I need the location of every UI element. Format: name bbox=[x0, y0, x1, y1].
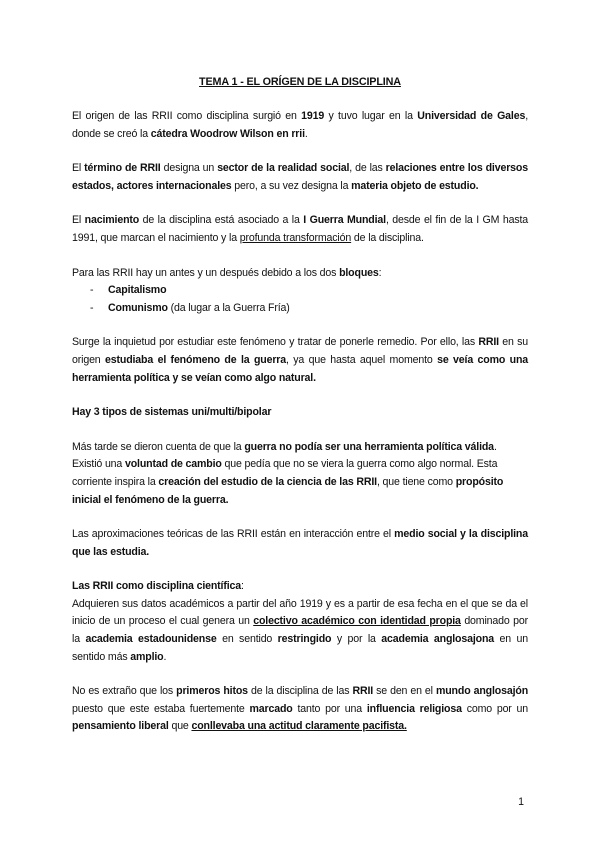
bold-text: primeros hitos bbox=[176, 685, 248, 698]
text: Surge la inquietud por estudiar este fenómeno y tratar de ponerle remedio. Por ello, las bbox=[72, 336, 479, 349]
bold-text: RRII bbox=[478, 336, 499, 349]
bold-text: amplio bbox=[130, 650, 164, 663]
bold-text: Universidad de Gales bbox=[417, 110, 526, 122]
bold-text: guerra no podía ser una herramienta política válida bbox=[244, 440, 494, 453]
bold-text: propósito inicial el fenómeno de la guerra. bbox=[72, 475, 504, 506]
underlined-text: profunda transformación bbox=[239, 231, 352, 244]
text: y tuvo lugar en la bbox=[324, 110, 418, 122]
text: Adquieren sus datos académicos a partir del año 1919 y es a partir de esa fecha en el que se da el inicio de un proceso el cual genera un bbox=[72, 597, 528, 628]
text: No es extraño que los bbox=[72, 685, 177, 698]
bold-text: 1919 bbox=[301, 110, 325, 122]
page-title: TEMA 1 - EL ORÍGEN DE LA DISCIPLINA bbox=[199, 76, 401, 88]
underlined-text: colectivo académico con identidad propia bbox=[253, 615, 461, 628]
bold-text: nacimiento bbox=[84, 214, 140, 227]
bold-text: Comunismo bbox=[108, 301, 168, 314]
text: en su origen bbox=[72, 336, 529, 366]
bold-text: academia anglosajona bbox=[381, 633, 495, 646]
text: Más tarde se dieron cuenta de que la bbox=[72, 440, 245, 453]
text: dominado por la bbox=[72, 615, 529, 646]
bold-text: relaciones entre los diversos estados, actores internacionales bbox=[72, 162, 528, 192]
text: , desde el fin de la I GM hasta 1991, que marcan el nacimiento y la bbox=[72, 214, 529, 244]
text: : bbox=[378, 266, 382, 279]
bold-text: mundo anglosajón bbox=[435, 685, 529, 698]
bold-text: medio social y la disciplina que las estudia. bbox=[72, 528, 528, 558]
bold-text: marcado bbox=[249, 702, 293, 715]
list-item bbox=[96, 282, 528, 300]
bold-text: restringido bbox=[277, 633, 332, 646]
paragraph-war-study bbox=[72, 334, 528, 387]
text: de la disciplina está asociado a la bbox=[139, 214, 304, 227]
bold-text: estudiaba el fenómeno de la guerra bbox=[105, 353, 287, 366]
bold-text: influencia religiosa bbox=[366, 702, 462, 715]
text: . bbox=[163, 650, 167, 663]
text: designa un bbox=[160, 162, 218, 175]
bold-text: cátedra Woodrow Wilson en rrii bbox=[150, 127, 305, 140]
bold-text: RRII bbox=[352, 685, 374, 698]
text: puesto que este estaba fuertemente bbox=[72, 702, 250, 715]
page-number: 1 bbox=[518, 796, 524, 808]
bold-text: se veía como una herramienta política y se veían como algo natural. bbox=[72, 353, 529, 384]
bold-text: materia objeto de estudio. bbox=[351, 179, 479, 192]
text: de la disciplina. bbox=[351, 231, 424, 244]
paragraph-scientific-discipline bbox=[72, 578, 528, 666]
text: (da lugar a la Guerra Fría) bbox=[167, 301, 290, 314]
page-content bbox=[72, 74, 528, 753]
bold-text: I Guerra Mundial bbox=[303, 214, 386, 227]
text: que bbox=[168, 720, 192, 733]
text: . Existió una bbox=[72, 440, 497, 471]
text: , ya que hasta aquel momento bbox=[286, 353, 438, 366]
bold-text: sector de la realidad social bbox=[217, 162, 350, 175]
bold-text: pensamiento liberal bbox=[72, 720, 169, 733]
paragraph-change bbox=[72, 439, 528, 509]
bold-text: academia estadounidense bbox=[85, 633, 217, 646]
text: Las aproximaciones teóricas de las RRII están en interacción entre el bbox=[72, 528, 395, 541]
text: y por la bbox=[331, 633, 382, 646]
bold-text bbox=[253, 615, 461, 627]
text: , donde se creó la bbox=[72, 110, 528, 140]
bold-text: creación del estudio de la ciencia de las RRII bbox=[158, 475, 377, 488]
paragraph-birth bbox=[72, 212, 528, 247]
section-heading: Las RRII como disciplina científica bbox=[72, 580, 242, 593]
text: , que tiene como bbox=[376, 475, 456, 488]
text: como por un bbox=[461, 702, 529, 715]
underlined-text: conllevaba una actitud claramente pacifista. bbox=[191, 720, 407, 733]
text: pero, a su vez designa la bbox=[231, 179, 352, 192]
bold-text: Capitalismo bbox=[108, 284, 167, 297]
paragraph-systems bbox=[72, 404, 528, 422]
text: , de las bbox=[349, 162, 386, 175]
paragraph-origin bbox=[72, 108, 528, 143]
text: Para las RRII hay un antes y un después debido a los dos bbox=[72, 266, 340, 279]
paragraph-approaches bbox=[72, 526, 528, 561]
text: El bbox=[72, 214, 85, 227]
bold-text: término de RRII bbox=[84, 162, 161, 175]
bold-text bbox=[191, 720, 406, 732]
bold-text: Hay 3 tipos de sistemas uni/multi/bipolar bbox=[72, 406, 272, 419]
paragraph-term bbox=[72, 160, 528, 195]
text: se den en el bbox=[373, 685, 436, 698]
paragraph-blocks bbox=[72, 265, 528, 283]
list-item bbox=[96, 300, 528, 318]
text: El origen de las RRII como disciplina surgió en bbox=[72, 110, 302, 122]
blocks-list bbox=[72, 282, 528, 317]
text: El bbox=[72, 162, 85, 175]
bold-text: bloques bbox=[339, 266, 379, 279]
paragraph-milestones bbox=[72, 683, 528, 736]
text: en un sentido más bbox=[72, 633, 528, 663]
text: en sentido bbox=[216, 633, 278, 646]
bold-text: voluntad de cambio bbox=[124, 458, 222, 471]
text: . bbox=[304, 127, 308, 140]
text: que pedía que no se viera la guerra como algo normal. Esta corriente inspira la bbox=[72, 458, 498, 488]
text: tanto por una bbox=[292, 702, 367, 715]
text: de la disciplina de las bbox=[247, 685, 353, 698]
text: : bbox=[241, 580, 244, 593]
